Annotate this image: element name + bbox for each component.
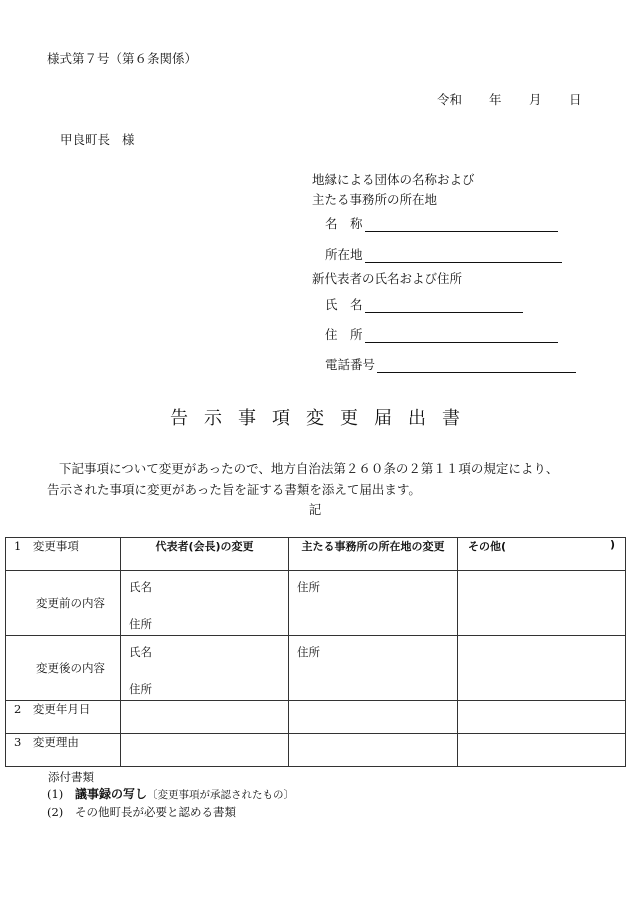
attachment-item [47,786,294,804]
attachments [47,769,294,821]
rep-address-field[interactable] [325,325,558,343]
header-change-items: 1 変更事項 [6,538,121,571]
org-name-label: 名 称 [325,216,363,231]
date-line [437,90,582,108]
org-address-field[interactable] [325,245,562,263]
date-day: 日 [569,92,582,107]
row-label-before: 変更前の内容 [6,571,121,636]
change-date-cell-2[interactable] [289,701,458,734]
document-title: 告示事項変更届出書 [170,408,476,429]
org-name-input-line[interactable] [365,217,558,232]
header-rep-change[interactable]: 代表者(会長)の変更 [121,538,289,571]
addressee-suffix: 様 [122,132,135,147]
rep-address-label: 住 所 [325,327,363,342]
rep-name-field[interactable] [325,295,523,313]
addressee [60,130,135,148]
date-era: 令和 [437,92,463,107]
header-office-change[interactable]: 主たる事務所の所在地の変更 [289,538,458,571]
attachment-strong: 議事録の写し [75,787,148,801]
ki-label: 記 [308,502,322,517]
before-rep-cell[interactable] [121,571,289,636]
attachment-text: その他町長が必要と認める書類 [75,805,236,819]
org-address-label: 所在地 [325,247,363,262]
header-other-prefix: その他( [468,540,507,553]
after-rep-cell[interactable] [121,636,289,701]
attachment-item [47,804,294,821]
header-other[interactable] [458,538,626,571]
attachment-num: (2) [47,805,64,819]
before-other-cell[interactable] [458,571,626,636]
org-address-input-line[interactable] [365,248,562,263]
change-date-cell[interactable] [121,701,289,734]
after-rep-address-label: 住所 [129,682,152,696]
before-office-cell[interactable] [289,571,458,636]
table-header-row [6,538,626,571]
table-row [6,636,626,701]
before-office-address-label: 住所 [297,580,320,594]
change-date-label: 2 変更年月日 [6,701,121,734]
date-year: 年 [489,92,502,107]
before-rep-name-label: 氏名 [129,580,152,594]
header-other-suffix: ) [609,538,615,551]
organization-heading [312,170,475,210]
reason-cell-3[interactable] [458,734,626,767]
rep-name-input-line[interactable] [365,298,523,313]
attachments-heading: 添付書類 [48,770,94,784]
before-rep-address-label: 住所 [129,617,152,631]
table-row [6,701,626,734]
after-office-cell[interactable] [289,636,458,701]
phone-field[interactable] [325,355,576,373]
table-row [6,734,626,767]
date-month: 月 [529,92,542,107]
org-name-field[interactable] [325,214,558,232]
body-paragraph [47,458,607,500]
body-line1: 下記事項について変更があったので、地方自治法第２６０条の２第１１項の規定により、 [59,461,559,476]
rep-address-input-line[interactable] [365,328,558,343]
org-heading-line1: 地縁による団体の名称および [312,172,475,187]
attachment-num: (1) [47,787,64,801]
row-label-after: 変更後の内容 [6,636,121,701]
body-line2: 告示された事項に変更があった旨を証する書類を添えて届出ます。 [47,482,421,497]
rep-heading: 新代表者の氏名および住所 [312,271,463,286]
rep-name-label: 氏 名 [325,297,363,312]
addressee-name: 甲良町長 [60,132,111,147]
attachment-note: 〔変更事項が承認されたもの〕 [147,789,295,801]
phone-input-line[interactable] [377,358,576,373]
after-other-cell[interactable] [458,636,626,701]
reason-cell-2[interactable] [289,734,458,767]
after-rep-name-label: 氏名 [129,645,152,659]
reason-cell[interactable] [121,734,289,767]
reason-label: 3 変更理由 [6,734,121,767]
after-office-address-label: 住所 [297,645,320,659]
phone-label: 電話番号 [325,357,376,372]
org-heading-line2: 主たる事務所の所在地 [312,192,438,207]
change-table [5,537,626,767]
form-number: 様式第７号（第６条関係） [47,51,198,66]
change-date-cell-3[interactable] [458,701,626,734]
table-row [6,571,626,636]
